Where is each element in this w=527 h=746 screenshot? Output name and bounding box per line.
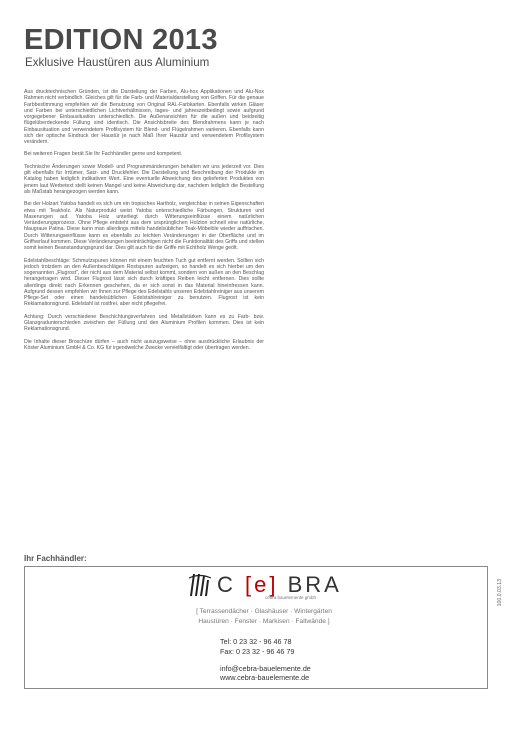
dealer-tel: Tel: 0 23 32 - 96 46 78 <box>220 637 292 646</box>
document-code: 100.0.03.13 <box>497 579 503 607</box>
tags-line-2: Haustüren · Fenster · Markisen · Faltwände ] <box>198 617 330 625</box>
dealer-label: Ihr Fachhändler: <box>24 554 87 563</box>
zebra-logo-icon <box>187 572 213 598</box>
logo-wordmark <box>217 574 342 596</box>
tags-line-1: [ Terrassendächer · Glashäuser · Wintergärten <box>196 608 332 615</box>
paragraph-coating: Achtung: Durch verschiedene Beschichtungsverfahren und Metallstärken kann es zu Farb- bzw. Glanzgradunterschieden zwischen der Füllung und den Aluminium Profilen kommen. Dies ist kein Reklamationsgrund. <box>24 313 264 333</box>
paragraph-colors: Aus drucktechnischen Gründen, ist die Darstellung der Farben, Alu-hox Applikationen und Alu-Nox Rahmen nicht verbindlich. Gleiches gilt für die Farb- und Materialdarstellung von Griffen. Für die genaue Farbbestimmung empfehlen wir die Benutzung von Original RAL-Farbkarten. Ebenfalls wirken Gläser und Farben bei unterschiedlichen Lichtverhältnissen, tages- und jahreszeitbedingt sowie aufgrund vorgegebener Einbausituation unterschiedlich. Die Außenansichten für die außen und beidseitig flügelüberdeckende Füllung sind identisch. Die Ansichtsbreite des Blendrahmens kann je nach Einbausituation und verwendetem Profilsystem für Blend- und Flügelrahmen variieren. Ebenfalls kann sich der optische Eindruck der Haustür je nach Maß Ihrer Haustür und verwendetem Profilsystem verändern. <box>24 89 264 145</box>
dealer-logo <box>187 572 367 612</box>
paragraph-questions: Bei weiteren Fragen berät Sie Ihr Fachhändler gerne und kompetent. <box>24 151 183 158</box>
page-title: EDITION 2013 <box>24 24 218 56</box>
paragraph-technical-changes: Technische Änderungen sowie Modell- und Programmänderungen behalten wir uns jederzeit vor. Dies gilt ebenfalls für Irrtümer, Satz- und Druckfehler. Die Darstellung und Beschreibung der Produkte im Katalog haben lediglich indikativen Wert. Eine eventuelle Abweichung des gelieferten Produktes von jenem laut Werbetext stellt keinen Mangel und keine Abweichung dar, nachdem lediglich die Bestellung als Maßstab herangezogen werden kann. <box>24 163 264 195</box>
logo-letters-bra: BRA <box>287 572 342 597</box>
paragraph-stainless-steel: Edelstahlbeschläge: Schmutzspuren können mit einem feuchten Tuch gut entfernt werden. Sollten sich jedoch trotzdem an den Außenbeschlägen Rostspuren aufzeigen, so handelt es sich hierbei um den sogenannten „Flugrost", der nicht aus dem Material selbst kommt, sondern von außen an den Beschlag herangetragen wird. Dieser Flugrost lässt sich durch kräftiges Reiben leicht entfernen. Dies sollte allerdings direkt nach Erkennen geschehen, da er sich sonst in das Material hineinfressen kann. Aufgrund dessen empfehlen wir Ihnen zur Pflege des Edelstahls unseren Edelstahlreiniger aus unserem Pflege-Set oder einen handelsüblichen Edelstahlreiniger zu benutzen. Flugrost ist kein Reklamationsgrund. Edelstahl ist rostfrei, aber nicht pflegefrei. <box>24 257 264 308</box>
logo-subtext: cebra bauelemente gmbh <box>265 595 317 600</box>
dealer-product-tags <box>178 607 350 626</box>
page-subtitle: Exklusive Haustüren aus Aluminium <box>25 56 210 69</box>
logo-letter-c: C <box>217 572 236 597</box>
logo-letter-e: [e] <box>245 572 279 597</box>
dealer-email[interactable]: info@cebra-bauelemente.de <box>220 663 311 673</box>
paragraph-yatoba: Bei der Holzart Yatoba handelt es sich um ein tropisches Hartholz, vergleichbar in seinen Eigenschaften etwa mit Teakholz. Als Naturprodukt weist Yatoba unterschiedliche Färbungen, Strukturen und Maserungen auf. Yatoba Holz unterliegt durch Witterungseinflüsse einem natürlichen Veränderungsprozess. Ohne Pflege entsteht aus dem ursprünglichen Holzton schnell eine natürliche, hlaugraue Patina. Diese kann man allerdings mittels handelsüblicher Teak-Möbelöle wieder auffrischen. Durch Witterungseinflüsse kann es ebenfalls zu leichten Veränderungen in der Oberfläche und im Griffverlauf kommen. Diese Veränderungen beeinträchtigen nicht die Funktionalität des Griffs und stellen somit keinen Beanstandungsgrund dar. Dies gilt auch für die Griffe mit Echtholz Wenge geölt. <box>24 201 264 252</box>
dealer-contact <box>220 637 311 683</box>
dealer-website[interactable]: www.cebra-bauelemente.de <box>220 673 310 682</box>
dealer-fax: Fax: 0 23 32 - 96 46 79 <box>220 646 295 656</box>
paragraph-copyright: Die Inhalte dieser Broschüre dürfen – auch nicht auszugsweise – ohne ausdrückliche Erlaubnis der Köster Aluminium GmbH & Co. KG für irgendwelche Zwecke vervielfältigt oder übertragen werden. <box>24 338 264 351</box>
disclaimer-text <box>24 89 264 357</box>
